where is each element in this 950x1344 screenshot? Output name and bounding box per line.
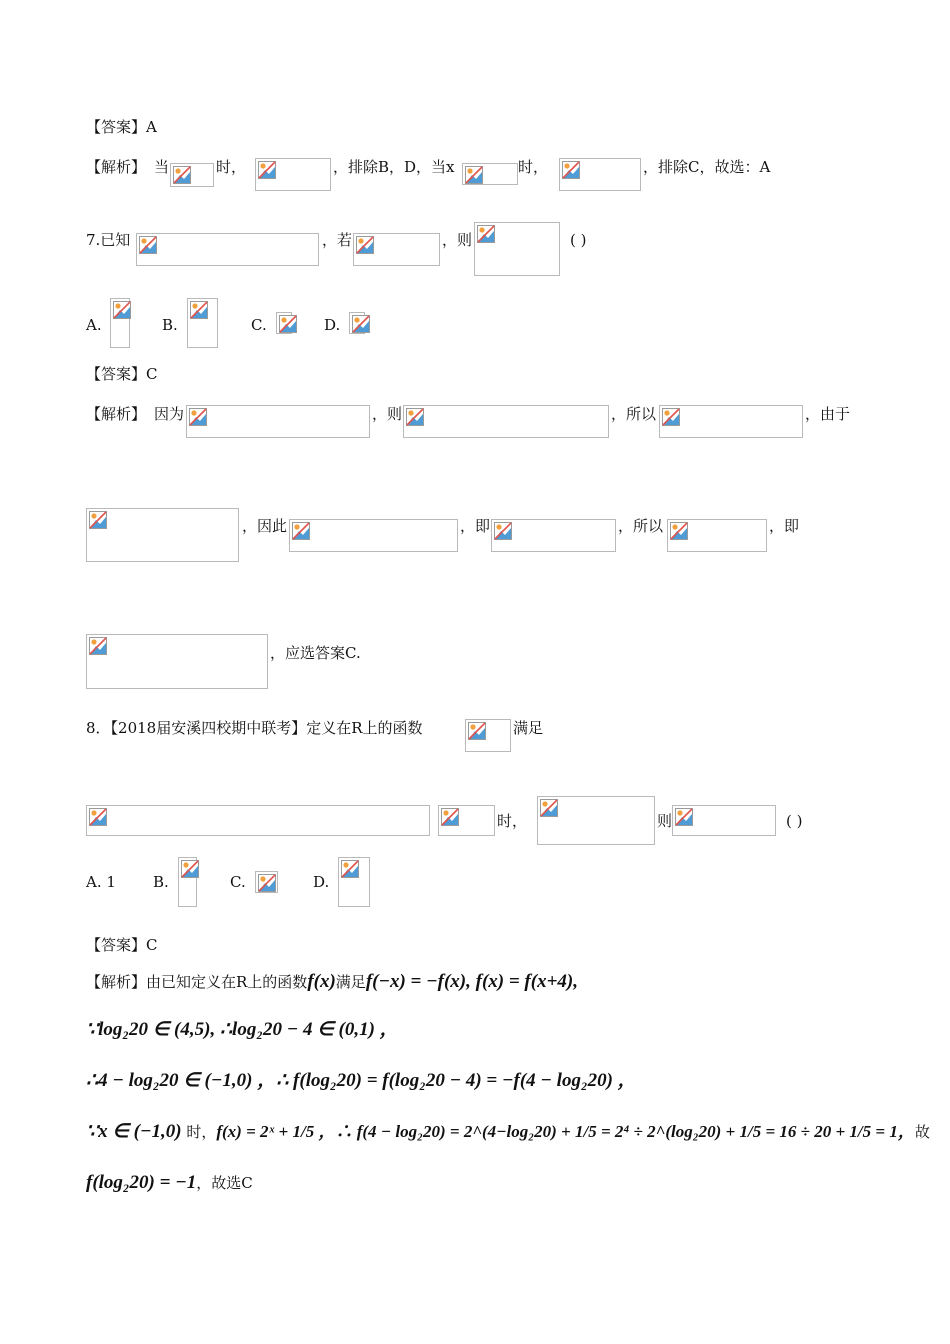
analysis-text: ，所以 [611, 405, 657, 423]
analysis-text: ，应选答案C. [270, 644, 361, 662]
broken-image-icon [562, 161, 580, 179]
broken-image-icon [292, 522, 310, 540]
broken-image-icon [190, 301, 208, 319]
analysis-text: ，则 [372, 405, 403, 423]
broken-image-icon [113, 301, 131, 319]
question-text: 时， [497, 812, 528, 830]
broken-image-icon [441, 808, 459, 826]
broken-image-icon [258, 161, 276, 179]
option-b-image [178, 857, 197, 907]
broken-image-icon [89, 511, 107, 529]
analysis-text: 时， [216, 158, 247, 176]
formula-image-placeholder [438, 805, 495, 836]
formula-image-placeholder [289, 519, 458, 552]
broken-image-icon [662, 408, 680, 426]
formula-image-placeholder [672, 805, 776, 836]
broken-image-icon [279, 315, 297, 333]
formula-image-placeholder [465, 719, 511, 752]
broken-image-icon [89, 637, 107, 655]
option-a-label: A. [86, 316, 102, 334]
broken-image-icon [352, 315, 370, 333]
analysis-text: ，即 [769, 517, 800, 535]
analysis-line-3: ∴4 − log₂20 ∈ (−1,0) ，∴ f(log₂20) = f(log₂20 − 4) = −f(4 − log₂20) ， [86, 1070, 637, 1091]
analysis-text: ，所以 [618, 517, 664, 535]
option-c-label: C. [230, 873, 246, 891]
question-text: ，则 [442, 231, 473, 249]
option-d-image [349, 312, 365, 334]
question-text: 满足 [513, 719, 544, 737]
analysis-text: ，即 [460, 517, 491, 535]
broken-image-icon [540, 799, 558, 817]
analysis-line-1: 【解析】由已知定义在R上的函数f(x)满足f(−x) = −f(x), f(x) = f(x+4), [86, 971, 578, 992]
analysis-label: 【解析】 [86, 405, 147, 423]
answer-paren: ( ) [570, 231, 587, 249]
formula-image-placeholder [136, 233, 319, 266]
option-d-image [338, 857, 370, 907]
broken-image-icon [356, 236, 374, 254]
question-7-stem: 7.已知 [86, 231, 131, 249]
question-8-stem: 8．【2018届安溪四校期中联考】定义在R上的函数 [86, 719, 423, 737]
option-b-label: B. [153, 873, 169, 891]
analysis-text: ，排除C，故选：A [643, 158, 771, 176]
formula-image-placeholder [353, 233, 440, 266]
formula-image-placeholder [170, 163, 214, 187]
formula-image-placeholder [659, 405, 803, 438]
answer-label: 【答案】C [86, 936, 158, 954]
broken-image-icon [670, 522, 688, 540]
broken-image-icon [173, 166, 191, 184]
option-b-label: B. [162, 316, 178, 334]
broken-image-icon [189, 408, 207, 426]
broken-image-icon [181, 860, 199, 878]
broken-image-icon [258, 874, 276, 892]
formula-image-placeholder [403, 405, 609, 438]
formula-image-placeholder [474, 222, 560, 276]
broken-image-icon [477, 225, 495, 243]
formula-image-placeholder [86, 805, 430, 836]
analysis-text: 因为 [154, 405, 185, 423]
formula-image-placeholder [559, 158, 641, 191]
option-a-image [110, 298, 130, 348]
analysis-text: ，因此 [242, 517, 288, 535]
analysis-text: 时， [518, 158, 549, 176]
option-c-label: C. [251, 316, 267, 334]
formula-image-placeholder [86, 634, 268, 689]
question-text: 则 [657, 812, 673, 830]
formula-image-placeholder [537, 796, 655, 845]
question-text: ，若 [322, 231, 353, 249]
formula-image-placeholder [491, 519, 616, 552]
option-b-image [187, 298, 218, 348]
broken-image-icon [468, 722, 486, 740]
answer-label: 【答案】C [86, 365, 158, 383]
option-d-label: D. [324, 316, 341, 334]
broken-image-icon [494, 522, 512, 540]
formula-image-placeholder [667, 519, 767, 552]
formula-image-placeholder [462, 163, 518, 185]
formula-image-placeholder [86, 508, 239, 562]
option-a-label: A. 1 [86, 873, 116, 891]
broken-image-icon [89, 808, 107, 826]
analysis-label: 【解析】 [86, 158, 147, 176]
analysis-text: ，由于 [805, 405, 851, 423]
option-c-image [276, 312, 292, 334]
analysis-text: ，排除B，D，当x [333, 158, 455, 176]
analysis-line-5: f(log₂20) = −1，故选C [86, 1172, 253, 1193]
option-d-label: D. [313, 873, 330, 891]
broken-image-icon [139, 236, 157, 254]
analysis-line-4: ∵x ∈ (−1,0) 时，f(x) = 2ˣ + 1/5 ，∴ f(4 − log₂20) = 2^(4−log₂20) + 1/5 = 2⁴ ÷ 2^(log₂20) + 1/5 = 16 ÷ 20 + 1/5 = 1，故 [86, 1121, 930, 1142]
answer-paren: ( ) [786, 812, 803, 830]
broken-image-icon [406, 408, 424, 426]
broken-image-icon [341, 860, 359, 878]
broken-image-icon [465, 166, 483, 184]
analysis-text: 当 [154, 158, 170, 176]
formula-image-placeholder [255, 158, 331, 191]
option-c-image [255, 871, 278, 893]
answer-label: 【答案】A [86, 118, 157, 136]
analysis-line-2: ∵log₂20 ∈ (4,5), ∴log₂20 − 4 ∈ (0,1) ， [86, 1019, 399, 1040]
formula-image-placeholder [186, 405, 370, 438]
broken-image-icon [675, 808, 693, 826]
